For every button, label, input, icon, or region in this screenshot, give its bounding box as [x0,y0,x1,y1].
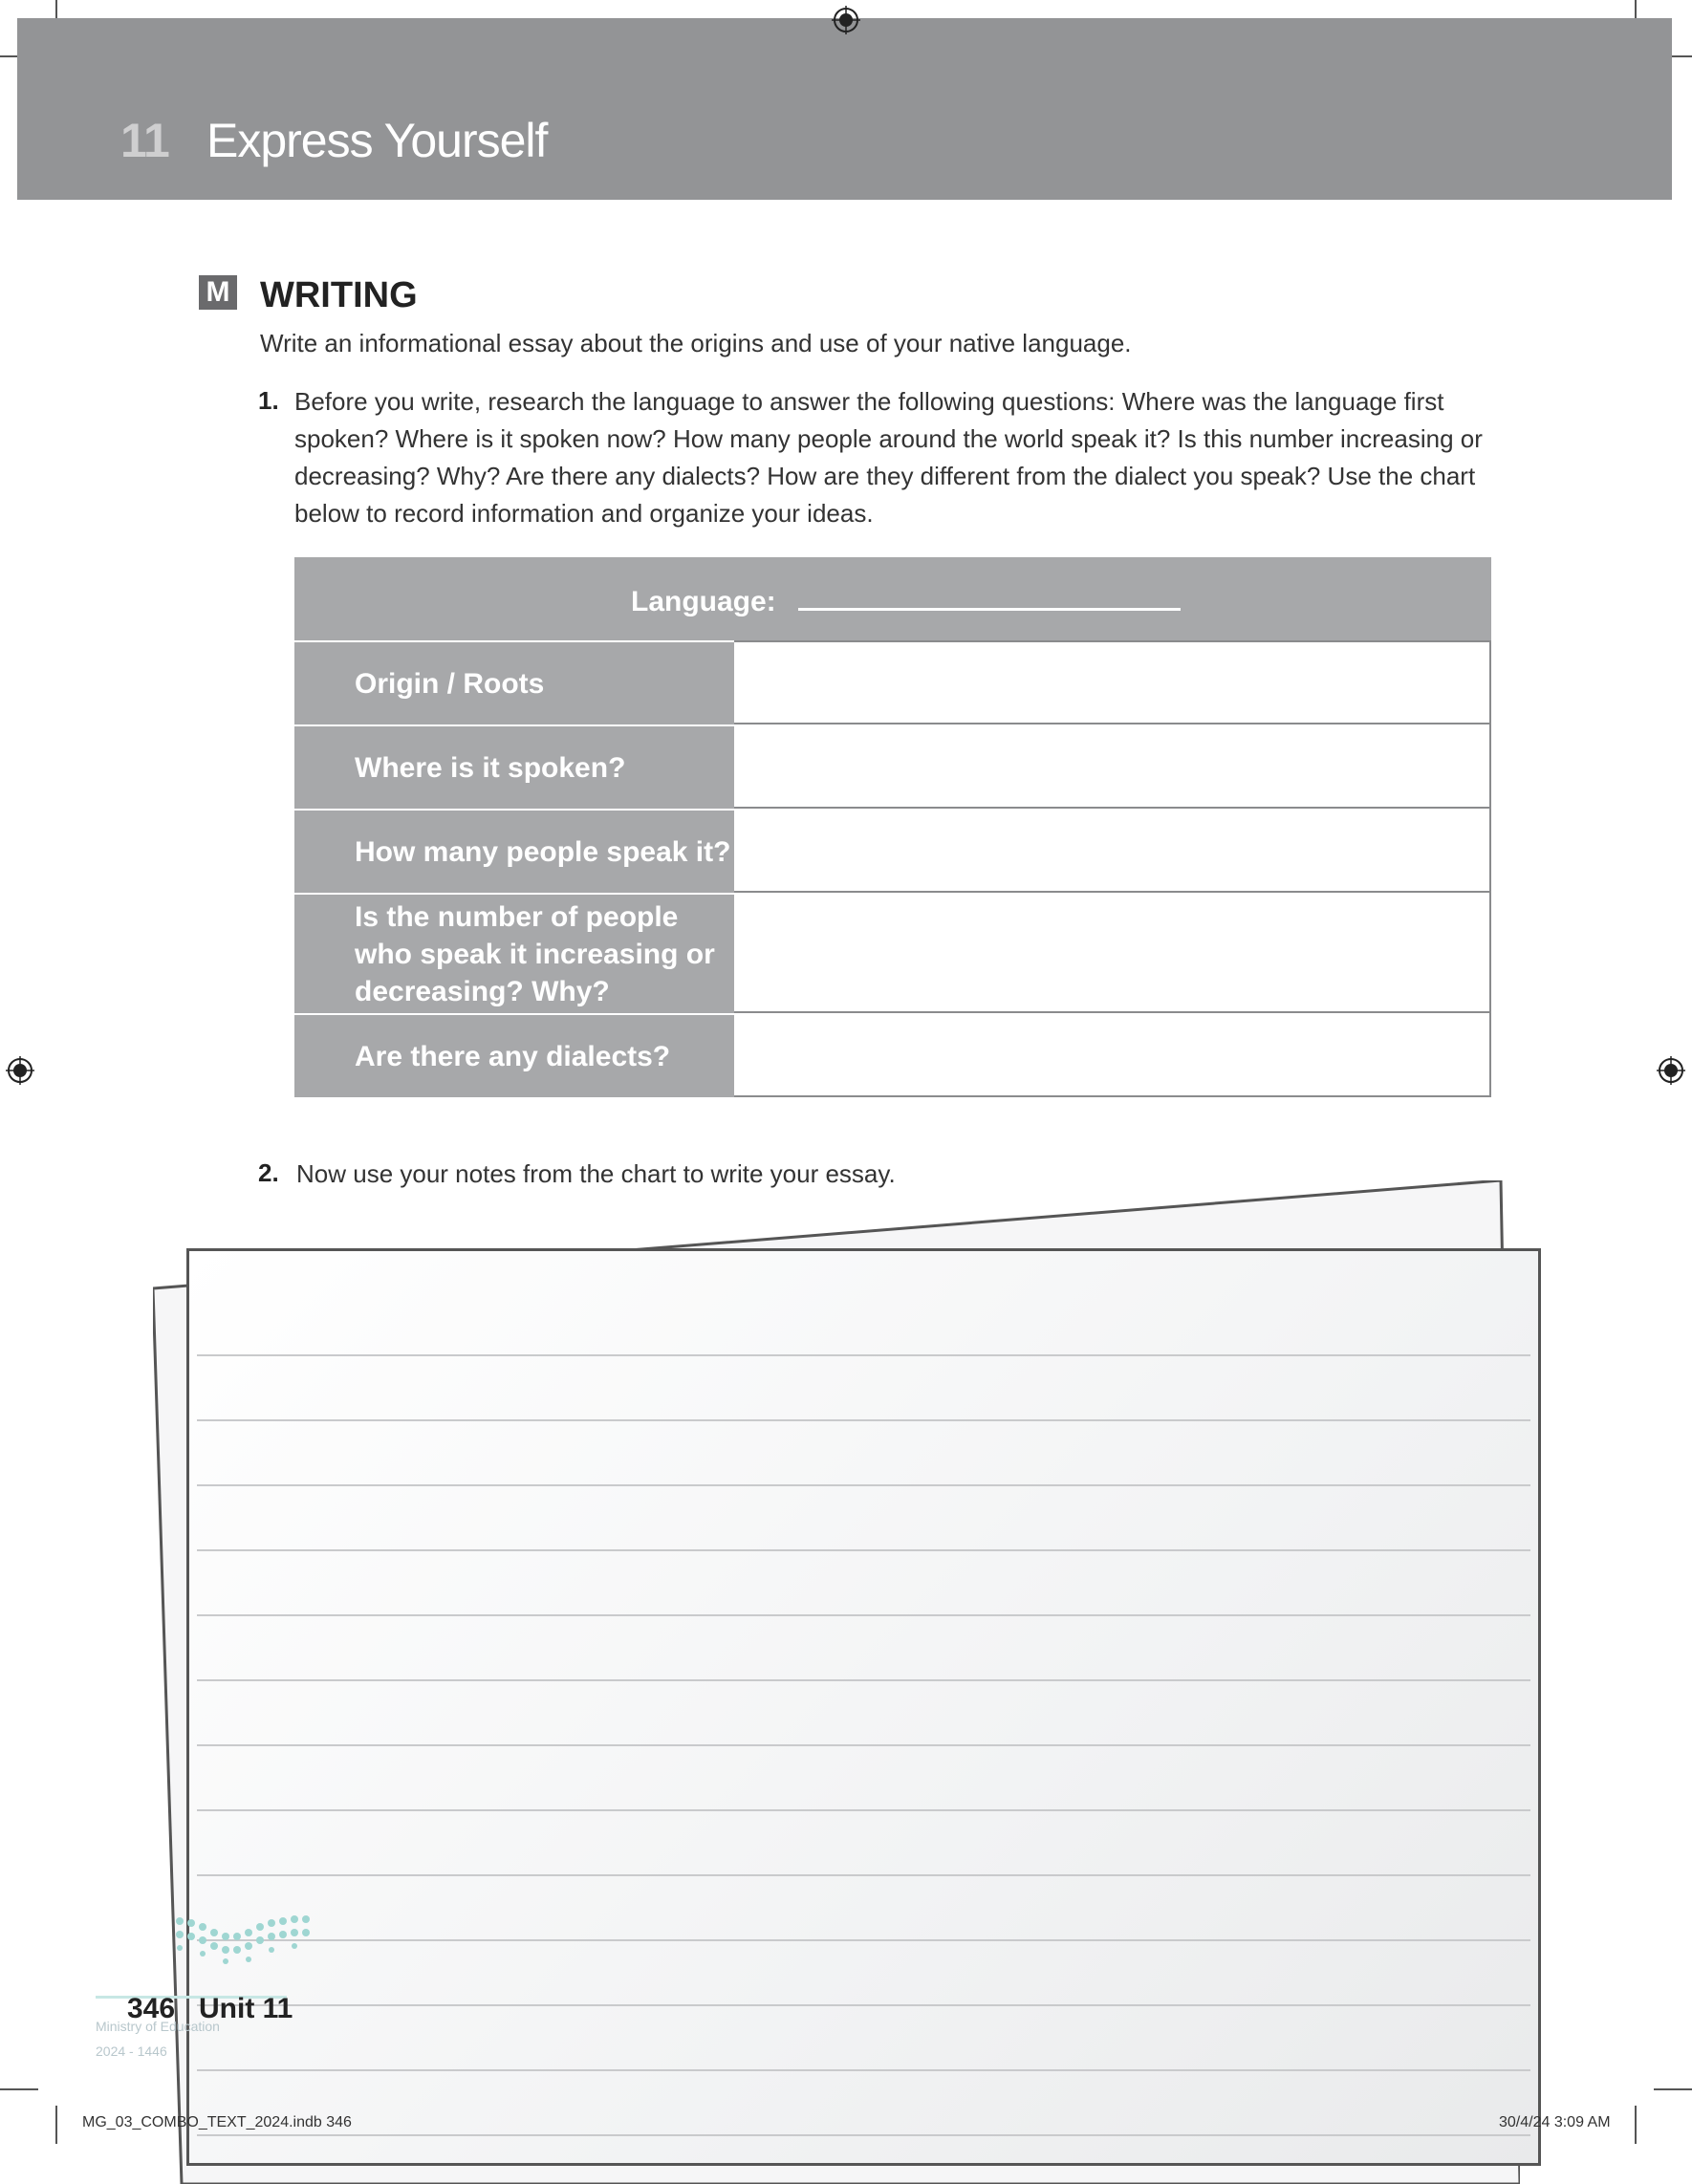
item-number: 2. [258,1158,279,1187]
chart-answer-cell[interactable] [734,1013,1491,1097]
crop-mark [1635,2106,1637,2144]
writing-line [197,1809,1530,1811]
writing-line [197,2134,1530,2136]
registration-mark-icon [832,6,860,34]
writing-line [197,1419,1530,1421]
registration-mark-icon [6,1056,34,1085]
chart-answer-cell[interactable] [734,724,1491,809]
writing-line [197,1939,1530,1941]
print-slug-date: 30/4/24 3:09 AM [1499,2114,1611,2130]
page-unit-label: Unit 11 [199,1993,293,2024]
print-slug-file: MG_03_COMBO_TEXT_2024.indb 346 [82,2114,352,2130]
header-band [17,18,1672,200]
chart-row-label: Is the number of people who speak it increasing or decreasing? Why? [294,893,734,1013]
section-badge: M [199,275,237,310]
chart-row-label: Where is it spoken? [294,724,734,809]
chart-row-label: Are there any dialects? [294,1013,734,1097]
chart-answer-cell[interactable] [734,893,1491,1013]
item-text: Before you write, research the language to answer the following questions: Where was the language first spoken? Where is it spoken now? How many people around the world speak it? Is this number increasing or decreasing? Why? Are there any dialects? How are they different from the dialect you speak? Use the chart below to record information and organize your ideas. [294,387,1483,528]
writing-line [197,1874,1530,1876]
ministry-name: Ministry of Education [96,2019,220,2034]
chart-header-label: Language: [631,586,776,617]
registration-mark-icon [1657,1056,1685,1085]
item-number: 1. [258,386,279,415]
page-number: 346 [127,1993,176,2024]
writing-line [197,1549,1530,1551]
crop-mark [1654,2088,1692,2090]
chart-row-label: How many people speak it? [294,809,734,893]
chart-answer-cell[interactable] [734,809,1491,893]
chart-row-label: Origin / Roots [294,640,734,724]
crop-mark [0,2088,38,2090]
writing-line [197,1744,1530,1746]
section-intro: Write an informational essay about the origins and use of your native language. [260,329,1132,357]
language-chart [294,557,1491,1097]
writing-line [197,2004,1530,2006]
chart-answer-cell[interactable] [734,640,1491,724]
unit-title: Express Yourself [206,114,548,167]
writing-line [197,1679,1530,1681]
lined-writing-paper[interactable] [186,1248,1541,2166]
writing-line [197,1484,1530,1486]
language-blank-line[interactable] [798,608,1181,611]
ministry-year: 2024 - 1446 [96,2043,167,2059]
writing-line [197,2069,1530,2071]
item-text: Now use your notes from the chart to write your essay. [296,1159,896,1188]
crop-mark [55,2106,57,2144]
writing-line [197,1354,1530,1356]
section-title: WRITING [260,275,418,315]
chart-header [294,557,1491,640]
unit-number: 11 [120,114,169,167]
writing-line [197,1614,1530,1616]
